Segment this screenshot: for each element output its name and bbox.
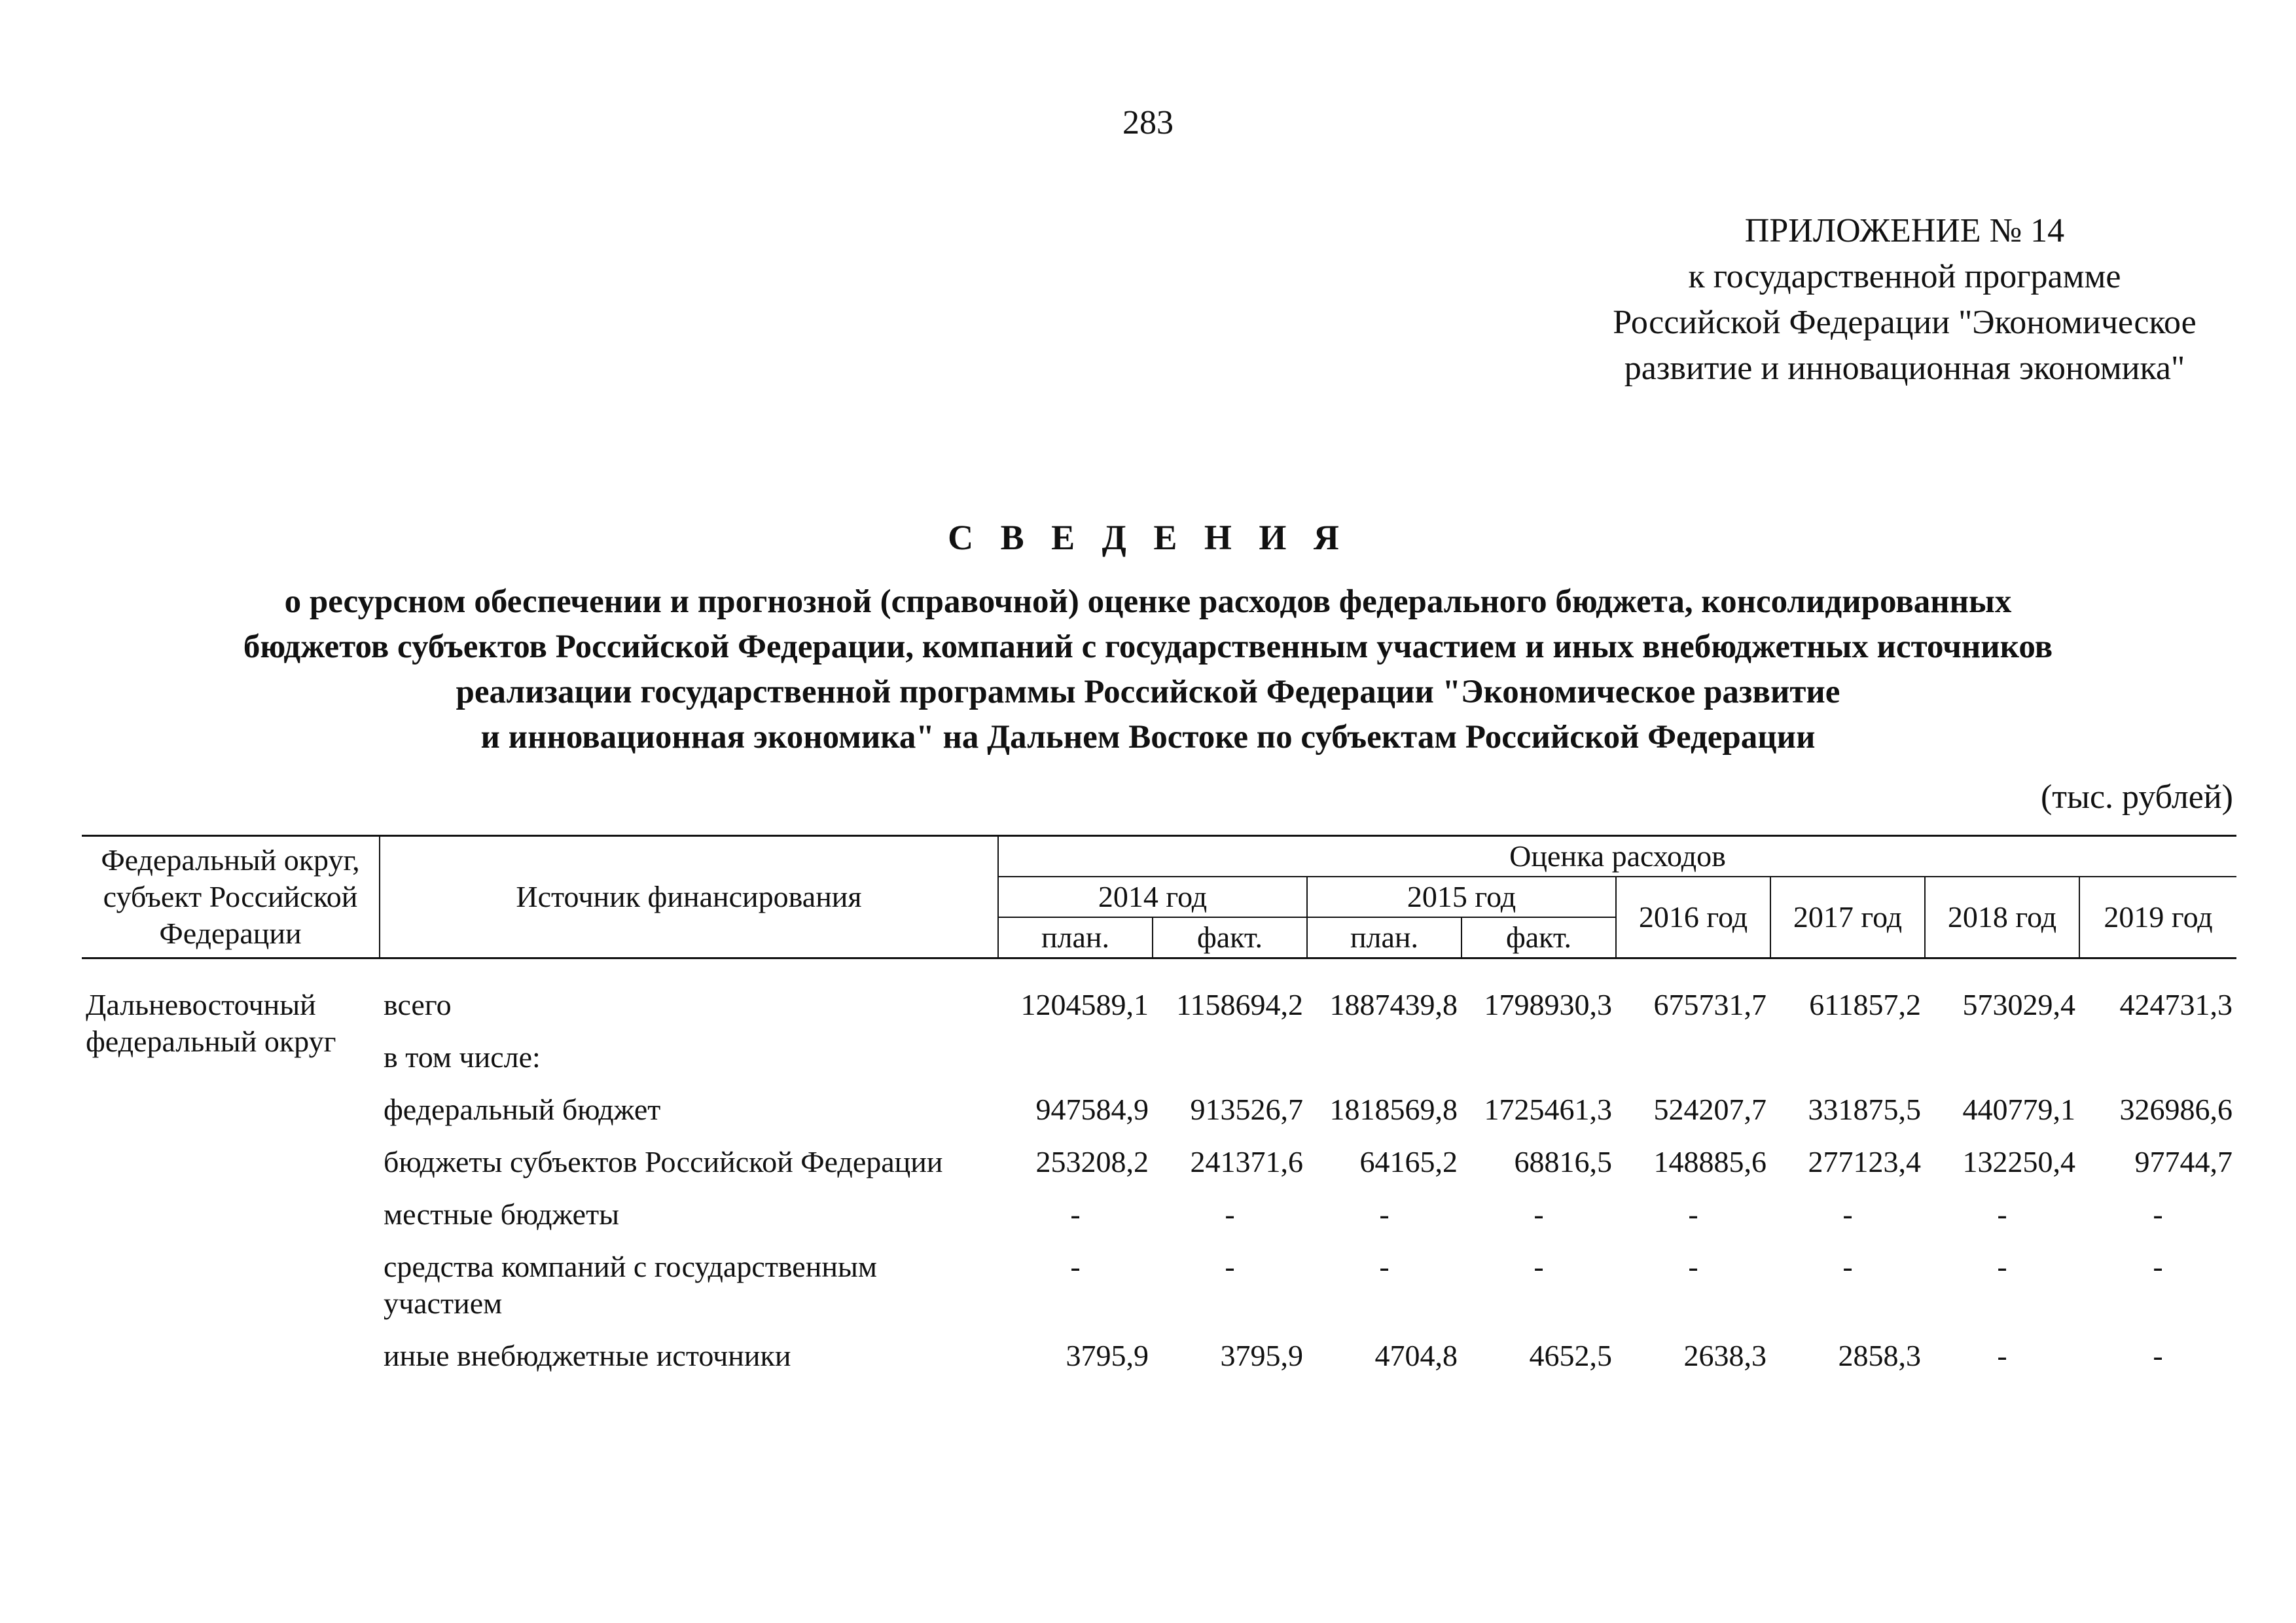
header-year-2017: 2017 год <box>1770 877 1925 958</box>
source-cell: иные внебюджетные источники <box>384 1339 791 1372</box>
value-cell: 524207,7 <box>1653 1093 1767 1126</box>
appendix-line: Российской Федерации "Экономическое <box>1613 304 2197 341</box>
value-cell: 1798930,3 <box>1484 988 1612 1021</box>
value-cell: - <box>1997 1197 2007 1231</box>
appendix-line: развитие и инновационная экономика" <box>1624 350 2185 387</box>
appendix-line: к государственной программе <box>1688 258 2121 295</box>
value-cell: - <box>1842 1250 1853 1283</box>
value-cell: 326986,6 <box>2119 1093 2233 1126</box>
value-cell: 68816,5 <box>1514 1145 1612 1178</box>
header-2015-fact: факт. <box>1462 917 1616 958</box>
value-cell: - <box>1997 1339 2007 1372</box>
value-cell: 253208,2 <box>1035 1145 1149 1178</box>
header-2014-fact: факт. <box>1153 917 1307 958</box>
subtitle-line: реализации государственной программы Российской Федерации "Экономическое развитие <box>456 674 1840 710</box>
value-cell: 424731,3 <box>2119 988 2233 1021</box>
document-heading: С В Е Д Е Н И Я <box>948 518 1348 557</box>
value-cell: - <box>2153 1339 2163 1372</box>
appendix-block <box>1545 208 2265 392</box>
header-year-2016: 2016 год <box>1616 877 1770 958</box>
page-number: 283 <box>1122 104 1174 141</box>
header-year-2014: 2014 год <box>998 877 1307 917</box>
value-cell: 2638,3 <box>1683 1339 1767 1372</box>
value-cell: - <box>1225 1250 1235 1283</box>
header-region: Федеральный округ, субъект Российской Федерации <box>82 836 380 958</box>
value-cell: - <box>1997 1250 2007 1283</box>
value-cell: - <box>1225 1197 1235 1231</box>
value-cell: 241371,6 <box>1190 1145 1303 1178</box>
value-cell: - <box>1379 1250 1390 1283</box>
table-body <box>82 958 2236 1391</box>
value-cell: 97744,7 <box>2134 1145 2233 1178</box>
value-cell: 1158694,2 <box>1176 988 1303 1021</box>
table-row <box>82 1196 2236 1249</box>
value-cell: - <box>2153 1250 2163 1283</box>
value-cell: 4652,5 <box>1529 1339 1612 1372</box>
value-cell: - <box>1534 1197 1544 1231</box>
value-cell: 64165,2 <box>1359 1145 1458 1178</box>
value-cell: 1725461,3 <box>1484 1093 1612 1126</box>
appendix-title: ПРИЛОЖЕНИЕ № 14 <box>1744 212 2065 249</box>
value-cell: 3795,9 <box>1066 1339 1149 1372</box>
header-2015-plan: план. <box>1307 917 1462 958</box>
value-cell: - <box>1688 1250 1698 1283</box>
source-cell: бюджеты субъектов Российской Федерации <box>384 1145 943 1178</box>
value-cell: 1818569,8 <box>1329 1093 1458 1126</box>
subtitle-line: о ресурсном обеспечении и прогнозной (справочной) оценке расходов федерального бюджета, консолидированных <box>284 583 2012 620</box>
header-2014-plan: план. <box>998 917 1153 958</box>
document-subtitle <box>65 579 2231 760</box>
value-cell: 913526,7 <box>1190 1093 1303 1126</box>
value-cell: 440779,1 <box>1962 1093 2075 1126</box>
value-cell: 573029,4 <box>1962 988 2075 1021</box>
region-cell: Дальневосточный федеральный округ <box>86 988 336 1058</box>
value-cell: 3795,9 <box>1220 1339 1303 1372</box>
source-cell: федеральный бюджет <box>384 1093 661 1126</box>
header-year-2018: 2018 год <box>1925 877 2079 958</box>
header-year-2019: 2019 год <box>2079 877 2236 958</box>
value-cell: - <box>1070 1197 1081 1231</box>
value-cell: - <box>1534 1250 1544 1283</box>
budget-table <box>82 835 2236 1390</box>
value-cell: 331875,5 <box>1808 1093 1921 1126</box>
value-cell: - <box>1070 1250 1081 1283</box>
table-row <box>82 1091 2236 1144</box>
subtitle-line: и инновационная экономика" на Дальнем Востоке по субъектам Российской Федерации <box>480 719 1816 756</box>
table-header <box>82 836 2236 958</box>
header-estimate: Оценка расходов <box>998 836 2236 877</box>
value-cell: 947584,9 <box>1035 1093 1149 1126</box>
table-row <box>82 987 2236 1039</box>
table-row <box>82 1039 2236 1091</box>
source-cell: всего <box>384 988 452 1021</box>
table-row <box>82 1249 2236 1338</box>
header-source: Источник финансирования <box>380 836 998 958</box>
source-cell: в том числе: <box>384 1040 541 1074</box>
source-cell: средства компаний с государственным участием <box>384 1250 877 1320</box>
value-cell: - <box>2153 1197 2163 1231</box>
units-label: (тыс. рублей) <box>2040 778 2233 816</box>
value-cell: 611857,2 <box>1809 988 1921 1021</box>
value-cell: 1204589,1 <box>1020 988 1149 1021</box>
value-cell: - <box>1688 1197 1698 1231</box>
table-row <box>82 1144 2236 1196</box>
value-cell: 132250,4 <box>1962 1145 2075 1178</box>
table-row <box>82 1338 2236 1390</box>
value-cell: - <box>1842 1197 1853 1231</box>
source-cell: местные бюджеты <box>384 1197 620 1231</box>
subtitle-line: бюджетов субъектов Российской Федерации, компаний с государственным участием и иных внебюджетных источников <box>243 629 2053 665</box>
value-cell: 148885,6 <box>1653 1145 1767 1178</box>
value-cell: 4704,8 <box>1374 1339 1458 1372</box>
value-cell: - <box>1379 1197 1390 1231</box>
value-cell: 1887439,8 <box>1329 988 1458 1021</box>
value-cell: 2858,3 <box>1838 1339 1921 1372</box>
value-cell: 675731,7 <box>1653 988 1767 1021</box>
value-cell: 277123,4 <box>1808 1145 1921 1178</box>
header-year-2015: 2015 год <box>1307 877 1616 917</box>
